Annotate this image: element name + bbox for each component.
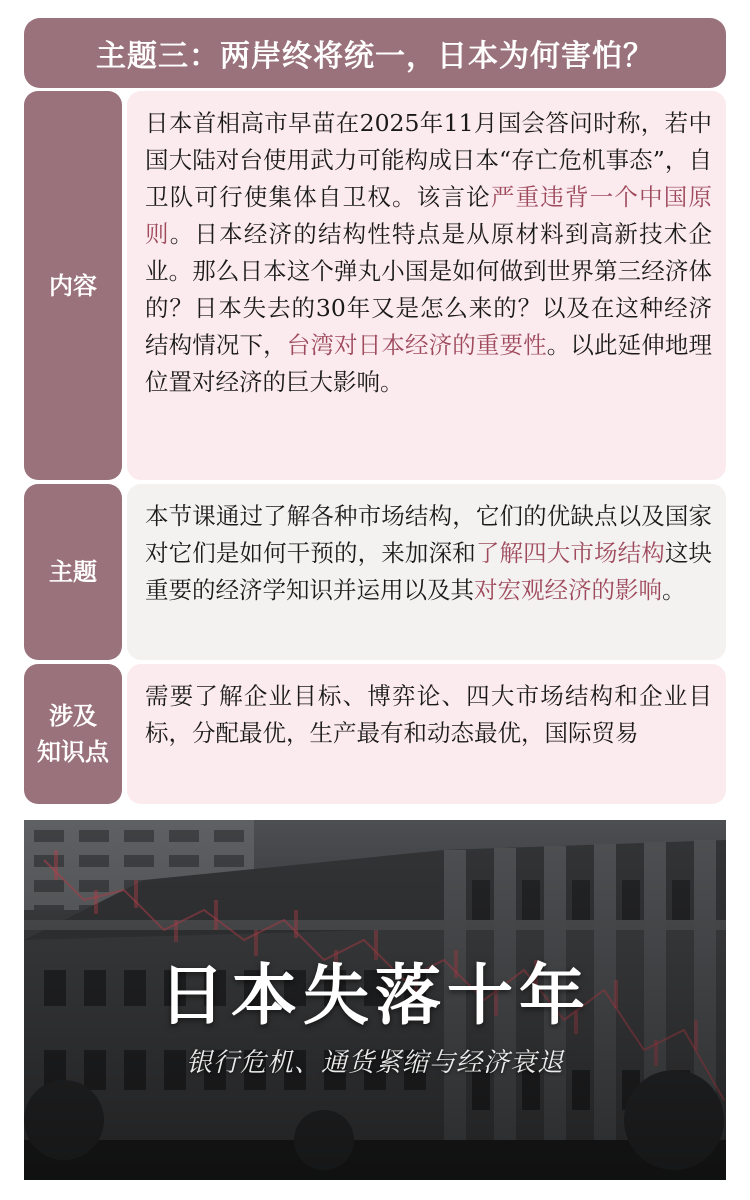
banner-subheadline: 银行危机、通货紧缩与经济衰退 (185, 1048, 564, 1078)
topic-row (24, 484, 726, 660)
highlight-segment: 严重违背一个中国原则 (145, 183, 713, 248)
text-segment: 需要了解企业目标、博弈论、四大市场结构和企业目标，分配最优，生产最有和动态最优，国际贸易 (145, 682, 712, 747)
text-segment: 。日本经济的结构性特点是从原材料到高新技术企业。那么日本这个弹丸小国是如何做到世界第三经济体的？日本失去的30年又是怎么来的？以及在这种经济结构情况下， (145, 220, 713, 359)
text-segment: 这块重要的经济学知识并运用以及其 (145, 539, 713, 604)
row-label-topic: 主题 (24, 484, 122, 660)
content-row (24, 91, 726, 480)
text-segment: 。以此延伸地理位置对经济的巨大影响。 (145, 331, 713, 396)
text-segment: 。 (662, 576, 686, 604)
row-label-content: 内容 (24, 91, 122, 480)
highlight-segment: 台湾对日本经济的重要性 (286, 331, 547, 359)
section-title: 主题三：两岸终将统一，日本为何害怕？ (24, 18, 726, 88)
banner-image (24, 820, 726, 1180)
highlight-segment: 了解四大市场结构 (475, 539, 665, 567)
label-line: 涉及 (49, 702, 97, 730)
row-label-knowledge (24, 664, 122, 804)
knowledge-row (24, 664, 726, 804)
knowledge-text (127, 664, 726, 804)
content-text (127, 91, 726, 480)
topic-text (127, 484, 726, 660)
label-line: 知识点 (37, 738, 109, 766)
text-segment: 本节课通过了解各种市场结构，它们的优缺点以及国家对它们是如何干预的，来加深和 (145, 502, 712, 567)
banner-headline: 日本失落十年 (159, 957, 591, 1034)
text-segment: 日本首相高市早苗在2025年11月国会答问时称，若中国大陆对台使用武力可能构成日本“存亡危机事态”，自卫队可行使集体自卫权。该言论 (145, 109, 712, 211)
highlight-segment: 对宏观经济的影响 (474, 576, 662, 604)
